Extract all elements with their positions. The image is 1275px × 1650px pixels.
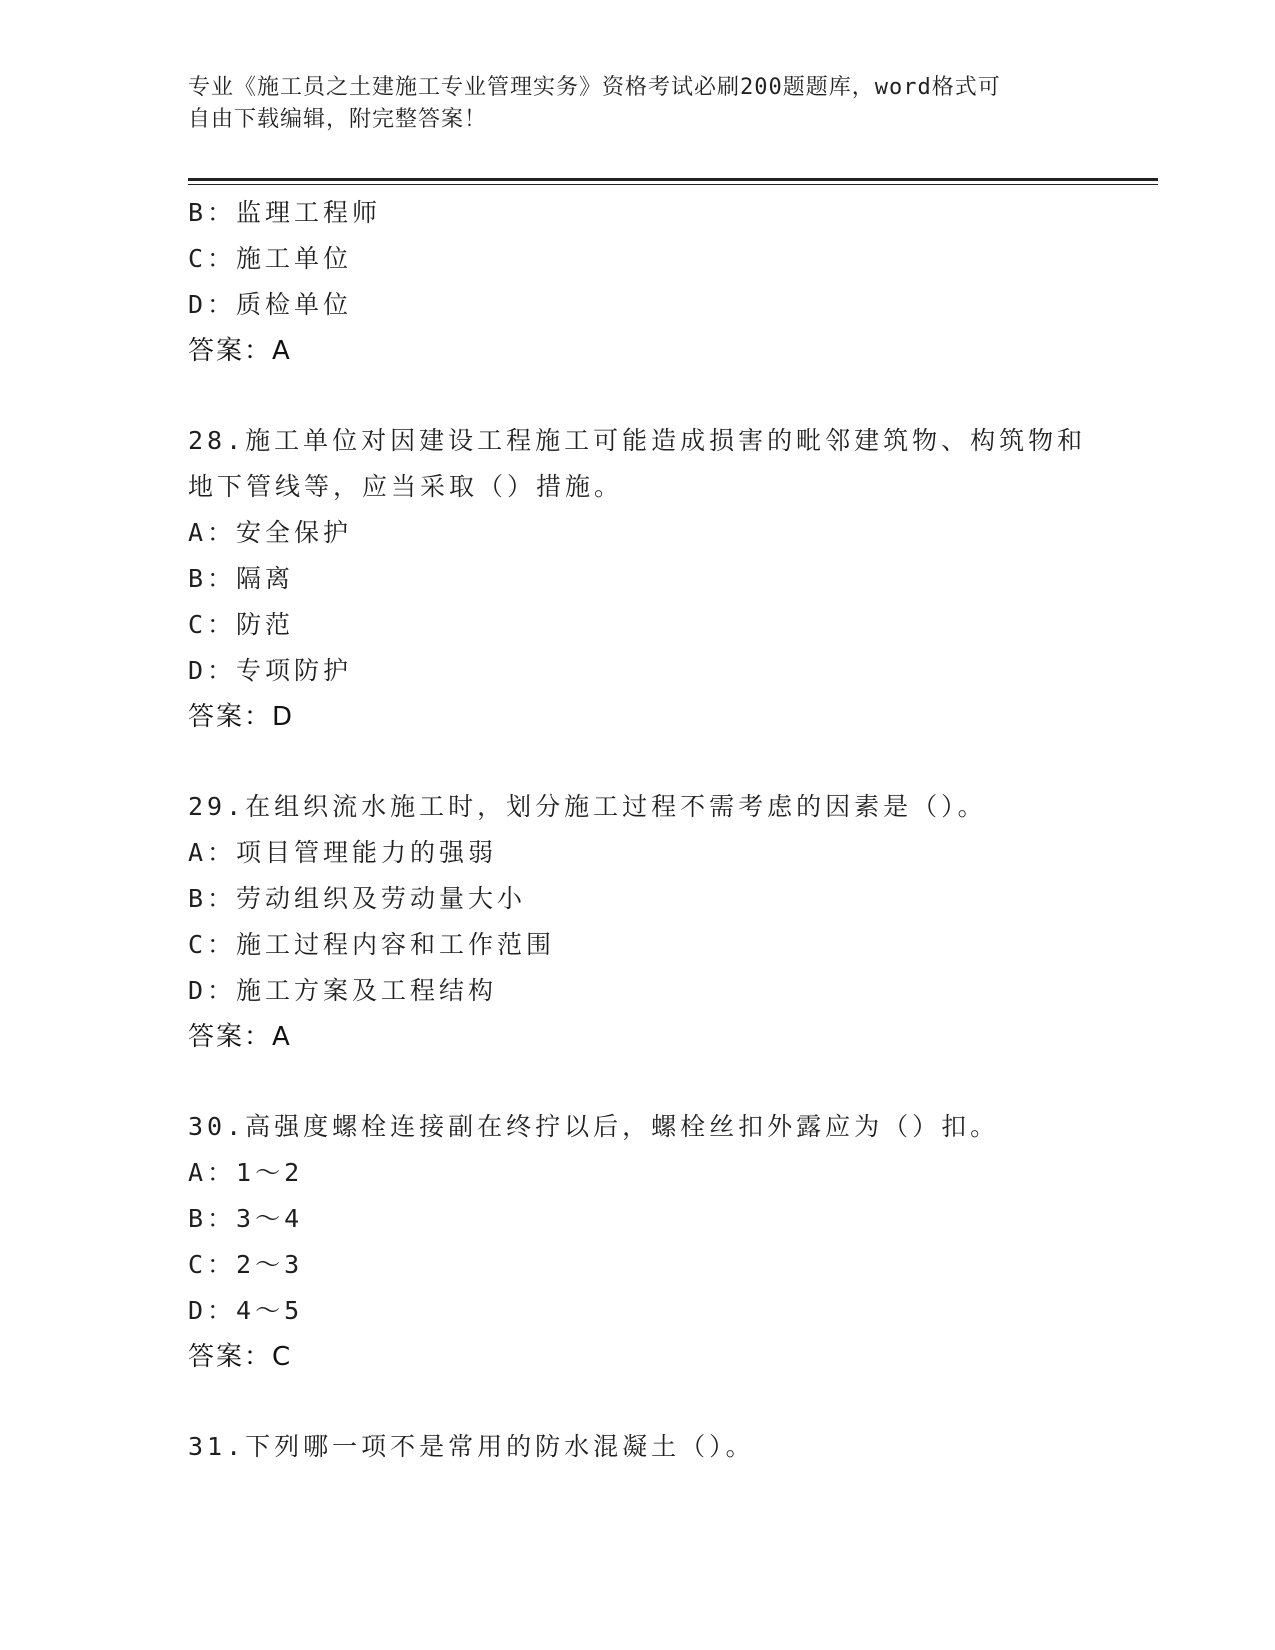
- option-a: A：安全保护: [188, 518, 353, 547]
- option-d: D：4～5: [188, 1296, 304, 1325]
- question-list: [188, 190, 1088, 1470]
- option-c: C：施工过程内容和工作范围: [188, 930, 556, 959]
- question-text: 28.施工单位对因建设工程施工可能造成损害的毗邻建筑物、构筑物和: [188, 426, 1087, 455]
- question-30: [188, 1104, 1088, 1380]
- document-header: [188, 72, 1068, 136]
- spacer: [188, 740, 1088, 784]
- option-b: B：3～4: [188, 1204, 304, 1233]
- header-rule-thick: [188, 178, 1158, 181]
- option-a: A：项目管理能力的强弱: [188, 838, 498, 867]
- option-a: A：1～2: [188, 1158, 304, 1187]
- option-d: D：施工方案及工程结构: [188, 976, 498, 1005]
- question-31: [188, 1424, 1088, 1470]
- answer: 答案：A: [188, 1022, 292, 1052]
- option-d: D：质检单位: [188, 290, 353, 319]
- spacer: [188, 374, 1088, 418]
- question-text: 30.高强度螺栓连接副在终拧以后，螺栓丝扣外露应为（）扣。: [188, 1112, 1000, 1141]
- spacer: [188, 1380, 1088, 1424]
- option-b: B：劳动组织及劳动量大小: [188, 884, 527, 913]
- question-27: [188, 190, 1088, 374]
- question-text: 31.下列哪一项不是常用的防水混凝土（）。: [188, 1432, 755, 1461]
- spacer: [188, 1060, 1088, 1104]
- header-line-1: 专业《施工员之土建施工专业管理实务》资格考试必刷200题题库，word格式可: [188, 75, 1001, 100]
- question-text-cont: 地下管线等，应当采取（）措施。: [188, 472, 624, 501]
- question-29: [188, 784, 1088, 1060]
- option-c: C：2～3: [188, 1250, 304, 1279]
- option-c: C：施工单位: [188, 244, 353, 273]
- header-line-2: 自由下载编辑，附完整答案！: [188, 107, 488, 132]
- header-rule-thin: [188, 184, 1158, 185]
- option-b: B：监理工程师: [188, 198, 382, 227]
- option-d: D：专项防护: [188, 656, 353, 685]
- option-b: B：隔离: [188, 564, 295, 593]
- answer: 答案：C: [188, 1342, 293, 1372]
- question-text: 29.在组织流水施工时，划分施工过程不需考虑的因素是（）。: [188, 792, 987, 821]
- question-28: [188, 418, 1088, 740]
- option-c: C：防范: [188, 610, 295, 639]
- answer: 答案：A: [188, 336, 292, 366]
- answer: 答案：D: [188, 702, 295, 732]
